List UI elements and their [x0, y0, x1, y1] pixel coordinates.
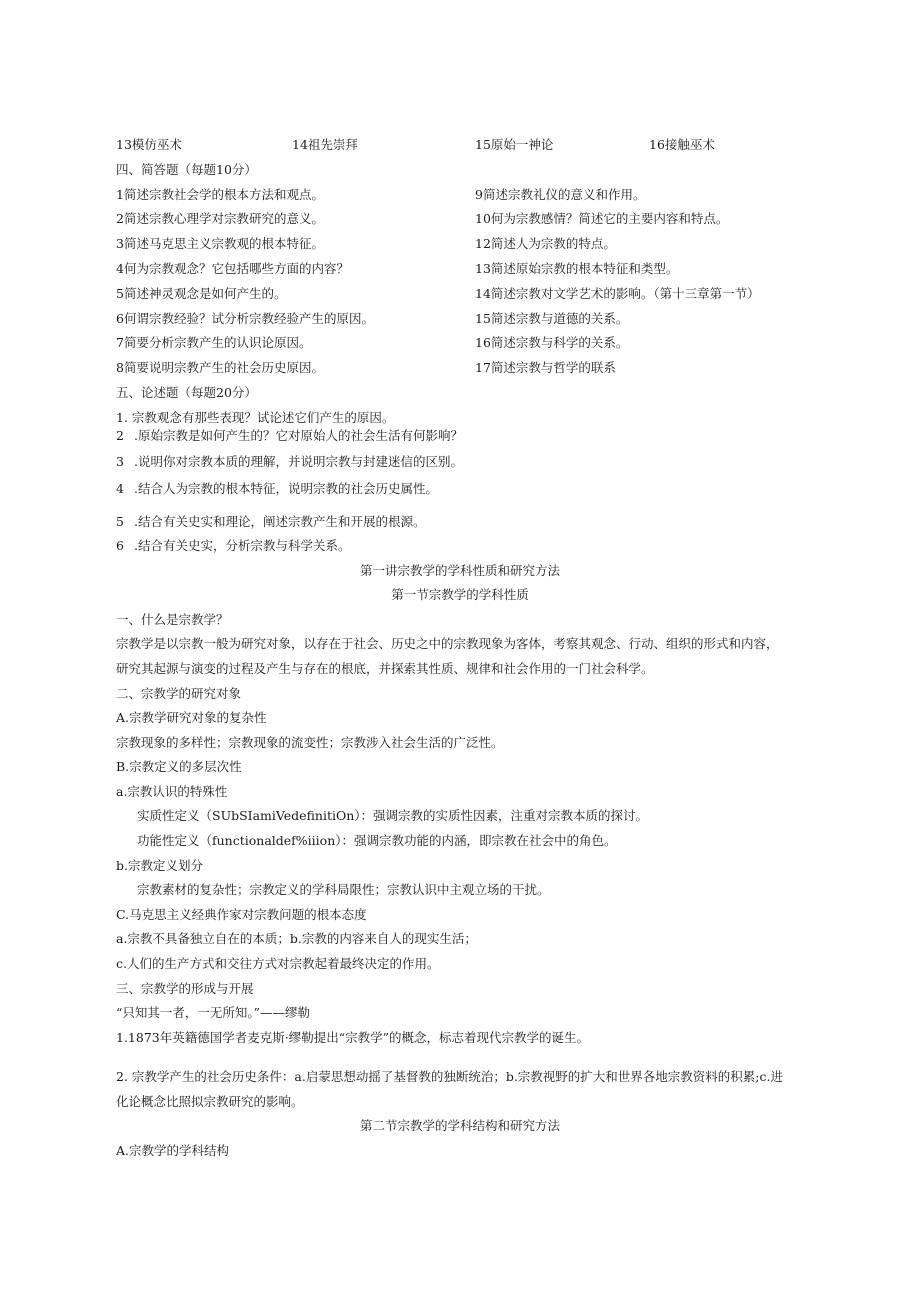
- subheading-a2: A.宗教学的学科结构: [116, 1143, 230, 1158]
- essay-q-1: 1. 宗教观念有那些表现？试论述它们产生的原因。: [116, 410, 395, 425]
- paragraph-1873: 1.1873年英籍德国学者麦克斯·缪勒提出“宗教学”的概念，标志着现代宗教学的诞生。: [116, 1030, 589, 1045]
- essay-q-3: .说明你对宗教本质的理解，并说明宗教与封建迷信的区别。: [134, 454, 463, 469]
- short-q-12: 12简述人为宗教的特点。: [475, 236, 616, 251]
- term-14: 14祖先崇拜: [292, 137, 358, 152]
- item-b-a: a.宗教认识的特殊性: [116, 784, 228, 799]
- paragraph-definition-line-2: 研究其起源与演变的过程及产生与存在的根底，并探索其性质、规律和社会作用的一门社会科学。: [116, 661, 654, 676]
- subheading-a-text: 宗教现象的多样性；宗教现象的流变性；宗教涉入社会生活的广泛性。: [116, 735, 504, 750]
- short-q-7: 7简要分析宗教产生的认识论原因。: [116, 335, 312, 350]
- short-q-15: 15简述宗教与道德的关系。: [475, 311, 629, 326]
- essay-q-6-number: 6: [116, 538, 124, 553]
- subheading-b: B.宗教定义的多层次性: [116, 759, 242, 774]
- essay-heading: 五、论述题（每题20分）: [116, 385, 257, 400]
- short-q-3: 3简述马克思主义宗教观的根本特征。: [116, 236, 324, 251]
- short-answer-heading: 四、简答题（每题10分）: [116, 162, 257, 177]
- essay-q-4-number: 4: [116, 481, 124, 496]
- section-2-title: 第二节宗教学的学科结构和研究方法: [359, 1118, 560, 1133]
- subheading-a: A.宗教学研究对象的复杂性: [116, 710, 267, 725]
- lecture-title: 第一讲宗教学的学科性质和研究方法: [359, 563, 560, 578]
- functional-definition: 功能性定义（functionaldef%iiion）：强调宗教功能的内涵，即宗教在社会中的角色。: [137, 833, 617, 848]
- short-q-10: 10何为宗教感情？简述它的主要内容和特点。: [475, 211, 729, 226]
- paragraph-conditions-line-2: 化论概念比照拟宗教研究的影响。: [116, 1094, 304, 1109]
- short-q-9: 9简述宗教礼仪的意义和作用。: [475, 187, 646, 202]
- heading-what-is: 一、什么是宗教学？: [116, 612, 229, 627]
- section-1-title: 第一节宗教学的学科性质: [391, 587, 529, 602]
- item-b-b-text: 宗教素材的复杂性；宗教定义的学科局限性；宗教认识中主观立场的干扰。: [137, 882, 550, 897]
- item-c-2: c.人们的生产方式和交往方式对宗教起着最终决定的作用。: [116, 956, 440, 971]
- term-16: 16接触巫术: [649, 137, 715, 152]
- subheading-c: C.马克思主义经典作家对宗教问题的根本态度: [116, 907, 367, 922]
- quote-muller: “只知其一者，一无所知。”——缪勒: [116, 1005, 311, 1020]
- short-q-4: 4何为宗教观念？它包括哪些方面的内容？: [116, 261, 349, 276]
- item-c-1: a.宗教不具备独立自在的本质；b.宗教的内容来自人的现实生活；: [116, 931, 477, 946]
- short-q-16: 16简述宗教与科学的关系。: [475, 335, 629, 350]
- essay-q-3-number: 3: [116, 454, 124, 469]
- heading-formation: 三、宗教学的形成与开展: [116, 981, 254, 996]
- essay-q-2-number: 2: [116, 428, 124, 443]
- paragraph-definition-line-1: 宗教学是以宗教一般为研究对象，以存在于社会、历史之中的宗教现象为客体，考察其观念、行动、组织的形式和内容，: [116, 636, 779, 651]
- short-q-13: 13简述原始宗教的根本特征和类型。: [475, 261, 679, 276]
- short-q-6: 6何谓宗教经验？试分析宗教经验产生的原因。: [116, 311, 374, 326]
- paragraph-conditions-line-1: 2. 宗教学产生的社会历史条件：a.启蒙思想动摇了基督教的独断统治；b.宗教视野的扩大和世界各地宗教资料的积累;c.进: [116, 1069, 783, 1084]
- essay-q-4: .结合人为宗教的根本特征，说明宗教的社会历史属性。: [134, 481, 438, 496]
- essay-q-5-number: 5: [116, 514, 124, 529]
- short-q-17: 17简述宗教与哲学的联系: [475, 360, 616, 375]
- essay-q-6: .结合有关史实，分析宗教与科学关系。: [134, 538, 351, 553]
- essay-q-5: .结合有关史实和理论，阐述宗教产生和开展的根源。: [134, 514, 426, 529]
- item-b-b: b.宗教定义划分: [116, 858, 203, 873]
- short-q-1: 1简述宗教社会学的根本方法和观点。: [116, 187, 324, 202]
- heading-research-object: 二、宗教学的研究对象: [116, 686, 242, 701]
- term-13: 13模仿巫术: [116, 137, 182, 152]
- short-q-8: 8简要说明宗教产生的社会历史原因。: [116, 360, 324, 375]
- essay-q-2: .原始宗教是如何产生的？它对原始人的社会生活有何影响？: [134, 428, 463, 443]
- substantive-definition: 实质性定义（SUbSIamiVedefinitiOn）：强调宗教的实质性因素，注重对宗教本质的探讨。: [137, 808, 649, 823]
- short-q-2: 2简述宗教心理学对宗教研究的意义。: [116, 211, 324, 226]
- term-15: 15原始一神论: [475, 137, 554, 152]
- short-q-14: 14简述宗教对文学艺术的影响。（第十三章第一节）: [475, 286, 760, 301]
- short-q-5: 5简述神灵观念是如何产生的。: [116, 286, 287, 301]
